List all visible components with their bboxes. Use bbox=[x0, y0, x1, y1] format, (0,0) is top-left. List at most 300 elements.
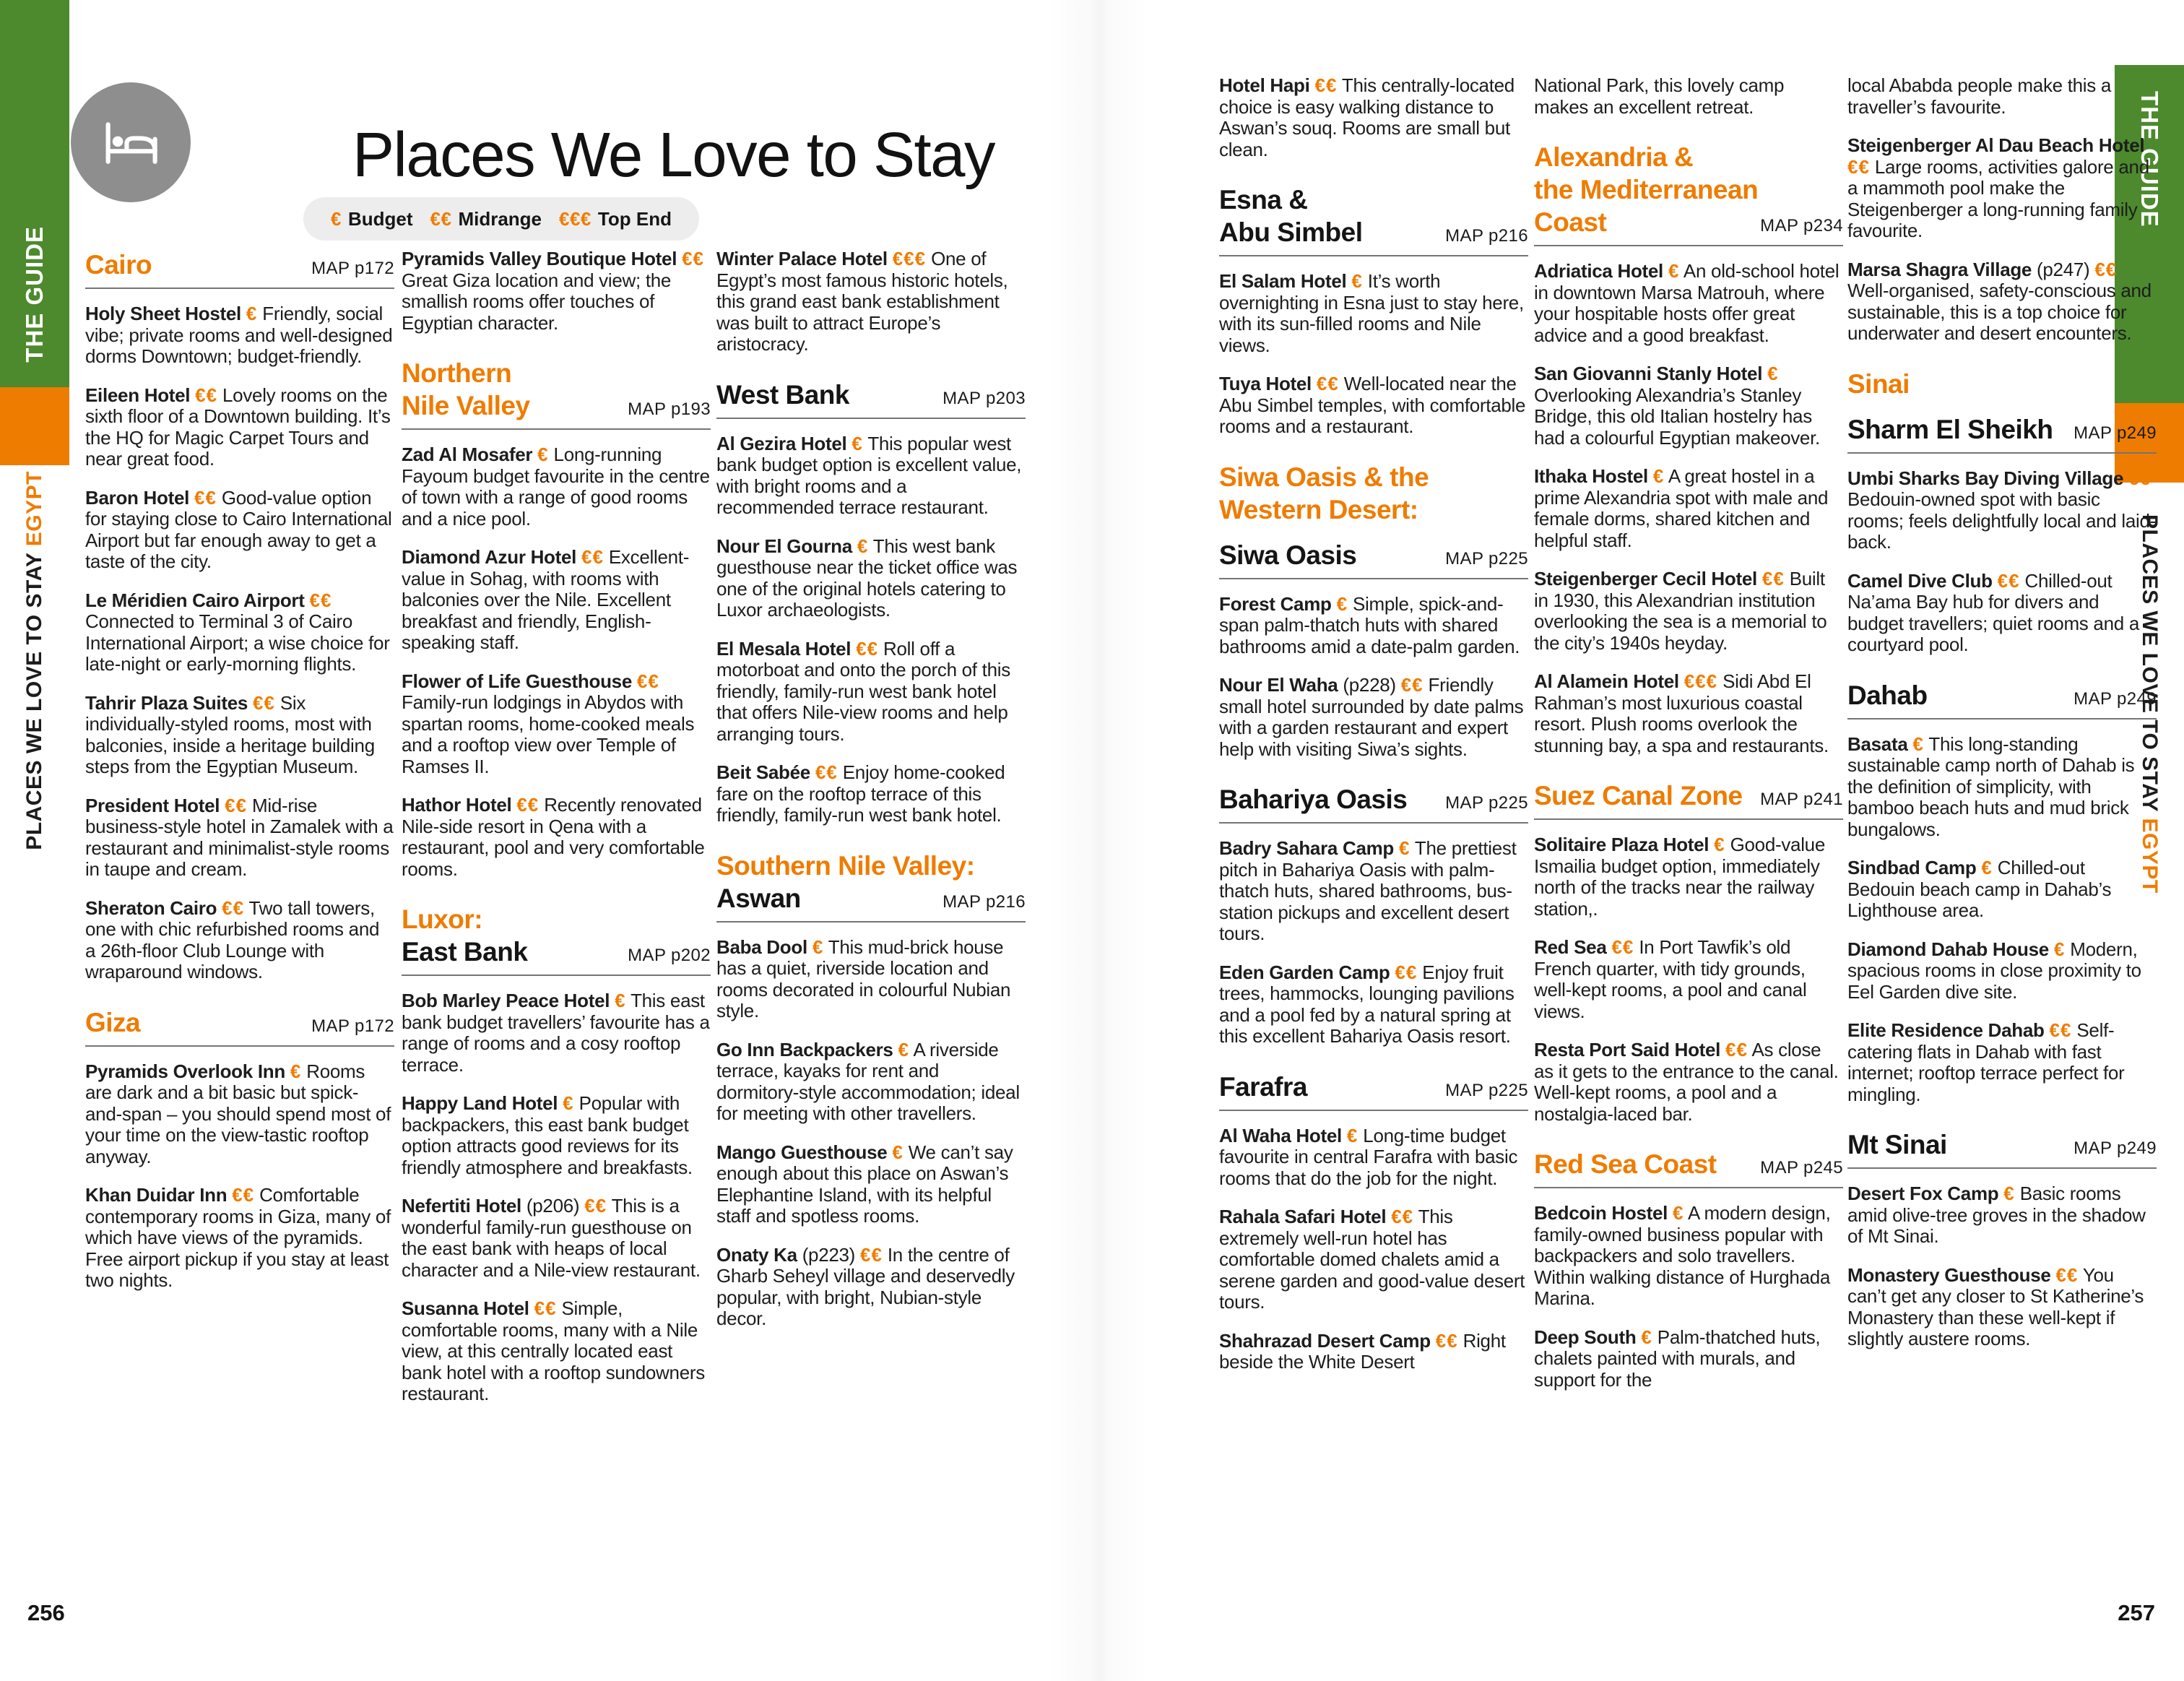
bed-icon bbox=[71, 82, 191, 202]
page-number-right: 257 bbox=[2118, 1600, 2155, 1625]
section-heading bbox=[1219, 539, 1528, 579]
section-heading bbox=[1219, 783, 1528, 824]
hotel-name: Flower of Life Guesthouse bbox=[402, 670, 632, 692]
section-heading-line bbox=[85, 249, 394, 281]
entry-text: Simple, comfortable rooms, many with a Nile view, at this centrally located east bank hotel with a rooftop sundowners restaurant. bbox=[402, 1297, 705, 1404]
page-ref: (p206) bbox=[526, 1195, 580, 1217]
hotel-entry bbox=[85, 693, 394, 778]
price-badge: € bbox=[852, 432, 863, 454]
map-ref: MAP p172 bbox=[311, 1016, 394, 1036]
section-title: Cairo bbox=[85, 250, 152, 280]
entry-text: Rooms are dark and a bit basic but spick-and-span – you should spend most of your time on the view-tastic rooftop anyway. bbox=[85, 1060, 391, 1167]
entry-text: Sidi Abd El Rahman’s most luxurious coastal resort. Plush rooms overlook the stunning bay, a spa and restaurants. bbox=[1534, 670, 1829, 756]
heading-rule bbox=[85, 288, 394, 289]
section-heading bbox=[1534, 141, 1843, 246]
midrange-price-symbol: €€ bbox=[430, 207, 452, 230]
hotel-entry bbox=[716, 536, 1026, 621]
section-title: Southern Nile Valley: bbox=[716, 850, 975, 881]
price-badge: € bbox=[1668, 260, 1680, 282]
map-ref: MAP p245 bbox=[1760, 1158, 1843, 1177]
hotel-entry bbox=[402, 1196, 711, 1281]
price-badge: €€ bbox=[1395, 961, 1418, 983]
price-badge: € bbox=[1981, 857, 1993, 878]
price-badge: €€ bbox=[194, 486, 217, 509]
entry-continuation bbox=[1847, 75, 2157, 118]
entry-text: One of Egypt’s most famous historic hotels, this grand east bank establishment was built to attract Europe’s aristocracy. bbox=[716, 248, 1008, 355]
hotel-entry bbox=[1847, 939, 2157, 1003]
hotel-entry bbox=[1534, 1203, 1843, 1310]
section-title: Giza bbox=[85, 1007, 141, 1037]
hotel-name: Elite Residence Dahab bbox=[1847, 1019, 2045, 1041]
hotel-entry bbox=[716, 762, 1026, 826]
hotel-name: Nour El Waha bbox=[1219, 674, 1338, 696]
entry-text: In the centre of Gharb Seheyl village and deservedly popular, with bright, Nubian-style decor. bbox=[716, 1243, 1015, 1329]
hotel-name: Bob Marley Peace Hotel bbox=[402, 990, 610, 1011]
price-badge: €€ bbox=[2094, 258, 2118, 280]
midrange-label: Midrange bbox=[458, 207, 542, 230]
hotel-entry bbox=[1534, 1327, 1843, 1391]
section-title: Bahariya Oasis bbox=[1219, 785, 1408, 814]
topend-label: Top End bbox=[597, 207, 672, 230]
map-ref: MAP p225 bbox=[1445, 1080, 1528, 1100]
hotel-entry bbox=[1219, 373, 1528, 438]
price-badge: € bbox=[812, 935, 824, 958]
hotel-entry bbox=[402, 1093, 711, 1178]
entry-text: Bedouin-owned spot with basic rooms; feels delightfully local and laid-back. bbox=[1847, 488, 2157, 553]
price-badge: € bbox=[857, 535, 869, 557]
hotel-entry bbox=[1219, 1206, 1528, 1313]
entry-text: This mud-brick house has a quiet, riverside location and rooms decorated in colourful Nubian style. bbox=[716, 935, 1011, 1021]
hotel-entry bbox=[716, 937, 1026, 1022]
hotel-name: Winter Palace Hotel bbox=[716, 248, 888, 269]
hotel-entry bbox=[1534, 937, 1843, 1022]
hotel-name: Hotel Hapi bbox=[1219, 74, 1310, 96]
hotel-name: Solitaire Plaza Hotel bbox=[1534, 834, 1710, 855]
price-badge: € bbox=[2053, 938, 2066, 960]
section-heading bbox=[1219, 1071, 1528, 1111]
price-badge: €€€ bbox=[1684, 670, 1718, 692]
entry-text: Comfortable contemporary rooms in Giza, many of which have views of the pyramids. Free airport pickup if you stay at least two nights. bbox=[85, 1184, 391, 1291]
section-title: Suez Canal Zone bbox=[1534, 781, 1743, 811]
price-badge: €€ bbox=[1725, 1039, 1748, 1060]
price-badge: €€ bbox=[1611, 936, 1634, 958]
heading-rule bbox=[1219, 1110, 1528, 1111]
section-heading bbox=[1534, 1148, 1843, 1188]
hotel-entry bbox=[1534, 1040, 1843, 1125]
entry-text: An old-school hotel in downtown Marsa Matrouh, where your hospitable hosts offer great advice and a good breakfast. bbox=[1534, 260, 1840, 346]
hotel-name: Rahala Safari Hotel bbox=[1219, 1206, 1387, 1227]
map-ref: MAP p216 bbox=[1445, 226, 1528, 246]
price-badge: € bbox=[898, 1038, 910, 1060]
map-ref: MAP p234 bbox=[1760, 216, 1843, 235]
entry-text: A modern design, family-owned business popular with backpackers and solo travellers. Within walking distance of Hurghada Marina. bbox=[1534, 1202, 1831, 1309]
entry-text: Good-value option for staying close to Cairo International Airport but far enough away to get a taste of the city. bbox=[85, 486, 392, 572]
price-badge: € bbox=[1346, 1124, 1358, 1146]
text-column-1 bbox=[85, 249, 394, 1309]
section-heading-line bbox=[402, 935, 711, 968]
section-heading-line bbox=[716, 379, 1026, 411]
hotel-entry bbox=[1219, 838, 1528, 945]
hotel-name: Deep South bbox=[1534, 1326, 1637, 1348]
heading-rule bbox=[1219, 578, 1528, 579]
price-badge: €€ bbox=[636, 670, 659, 692]
hotel-entry bbox=[1847, 468, 2157, 553]
section-heading bbox=[85, 1006, 394, 1047]
entry-text: It’s worth overnighting in Esna just to stay here, with its sun-filled rooms and Nile views. bbox=[1219, 270, 1524, 356]
section-title: Sharm El Sheikh bbox=[1847, 414, 2053, 444]
section-heading bbox=[85, 249, 394, 289]
chapter-label-text: PLACES WE LOVE TO STAY bbox=[2138, 514, 2162, 818]
left-sidebar-orange-tab bbox=[0, 387, 69, 465]
price-badge: € bbox=[1652, 465, 1665, 487]
price-badge: € bbox=[290, 1060, 302, 1082]
entry-text: A great hostel in a prime Alexandria spot with male and female dorms, shared kitchen and helpful staff. bbox=[1534, 465, 1829, 551]
hotel-entry bbox=[85, 1185, 394, 1292]
hotel-name: Mango Guesthouse bbox=[716, 1141, 888, 1163]
entry-text: Six individually-styled rooms, most with balconies, inside a heritage building steps from the Egyptian Museum. bbox=[85, 691, 375, 777]
price-badge: €€ bbox=[252, 691, 275, 714]
hotel-name: Khan Duidar Inn bbox=[85, 1184, 228, 1206]
hotel-entry bbox=[1847, 571, 2157, 656]
price-badge: €€ bbox=[1435, 1329, 1458, 1352]
entry-text: Built in 1930, this Alexandrian institution overlooking the sea is a memorial to the city’s 1940s heyday. bbox=[1534, 568, 1827, 654]
section-heading bbox=[1847, 679, 2157, 719]
hotel-entry bbox=[1847, 857, 2157, 922]
chapter-region-text: EGYPT bbox=[2138, 818, 2162, 894]
section-title: Abu Simbel bbox=[1219, 217, 1363, 247]
section-heading-line bbox=[1534, 779, 1843, 812]
hotel-name: Umbi Sharks Bay Diving Village bbox=[1847, 467, 2124, 489]
text-column-4 bbox=[1219, 75, 1528, 1391]
hotel-name: Red Sea bbox=[1534, 936, 1607, 958]
heading-rule bbox=[1534, 1187, 1843, 1188]
price-badge: € bbox=[1673, 1202, 1684, 1224]
hotel-entry bbox=[402, 249, 711, 334]
hotel-entry bbox=[1219, 271, 1528, 356]
map-ref: MAP p193 bbox=[628, 399, 711, 419]
entry-text: This extremely well-run hotel has comfortable domed chalets amid a serene garden and good-value desert tours. bbox=[1219, 1206, 1525, 1313]
hotel-entry bbox=[1534, 466, 1843, 551]
heading-rule bbox=[1847, 1167, 2157, 1169]
price-badge: € bbox=[563, 1092, 574, 1114]
hotel-entry bbox=[85, 590, 394, 675]
hotel-entry bbox=[716, 639, 1026, 746]
hotel-name: Sindbad Camp bbox=[1847, 857, 1977, 878]
section-title: West Bank bbox=[716, 379, 849, 410]
page-title: Places We Love to Stay bbox=[352, 120, 995, 190]
hotel-entry bbox=[402, 671, 711, 778]
price-badge: €€ bbox=[1762, 568, 1785, 589]
entry-continuation bbox=[1534, 75, 1843, 118]
section-heading bbox=[402, 903, 711, 976]
section-heading-line bbox=[1534, 1148, 1843, 1180]
entry-text: Basic rooms amid olive-tree groves in the shadow of Mt Sinai. bbox=[1847, 1183, 2146, 1247]
page-ref: (p223) bbox=[802, 1243, 856, 1266]
hotel-entry bbox=[1219, 1125, 1528, 1190]
entry-text: Simple, spick-and-span palm-thatch huts with shared bathrooms amid a date-palm garden. bbox=[1219, 592, 1520, 657]
section-title: Western Desert: bbox=[1219, 494, 1418, 524]
entry-text: In Port Tawfik’s old French quarter, with tidy grounds, well-kept rooms, a pool and canal views. bbox=[1534, 936, 1807, 1022]
entry-text: The prettiest pitch in Bahariya Oasis with palm-thatch huts, shared bathrooms, bus-station pickups and excellent desert tours. bbox=[1219, 837, 1517, 944]
hotel-entry bbox=[1534, 671, 1843, 756]
hotel-entry bbox=[85, 795, 394, 881]
section-heading-line bbox=[1847, 679, 2157, 712]
price-badge: €€ bbox=[1316, 373, 1339, 394]
price-badge: € bbox=[1767, 363, 1779, 384]
heading-rule bbox=[1219, 822, 1528, 824]
entry-text: As close as it gets to the entrance to the canal. Well-kept rooms, a pool and a nostalgia-laced bar. bbox=[1534, 1039, 1839, 1125]
hotel-entry bbox=[1847, 1020, 2157, 1105]
section-title: Farafra bbox=[1219, 1071, 1307, 1102]
section-heading bbox=[1847, 368, 2157, 400]
text-column-2 bbox=[402, 249, 711, 1422]
heading-rule bbox=[402, 975, 711, 976]
hotel-name: Susanna Hotel bbox=[402, 1297, 529, 1319]
price-badge: €€ bbox=[682, 248, 704, 269]
section-heading-line bbox=[1534, 206, 1843, 238]
price-badge: € bbox=[892, 1141, 904, 1163]
price-badge: € bbox=[1336, 592, 1348, 615]
entry-text: Long-time budget favourite in central Farafra with basic rooms that do the job for the night. bbox=[1219, 1124, 1518, 1189]
entry-text: This centrally-located choice is easy walking distance to Aswan’s souq. Rooms are small but clean. bbox=[1219, 74, 1514, 160]
hotel-name: Pyramids Valley Boutique Hotel bbox=[402, 248, 677, 269]
price-badge: € bbox=[1714, 834, 1725, 855]
heading-rule bbox=[402, 428, 711, 430]
hotel-name: Nefertiti Hotel bbox=[402, 1195, 521, 1217]
entry-text: A riverside terrace, kayaks for rent and dormitory-style accommodation; ideal for meeting with other travellers. bbox=[716, 1038, 1020, 1124]
section-heading-line bbox=[1847, 413, 2157, 446]
section-title: Nile Valley bbox=[402, 391, 530, 420]
page-number-left: 256 bbox=[27, 1600, 65, 1625]
section-title: Siwa Oasis & the bbox=[1219, 462, 1429, 492]
entry-text: National Park, this lovely camp makes an excellent retreat. bbox=[1534, 74, 1785, 118]
map-ref: MAP p216 bbox=[942, 891, 1026, 912]
entry-text: Connected to Terminal 3 of Cairo International Airport; a wise choice for late-night or early-morning flights. bbox=[85, 610, 390, 675]
price-badge: € bbox=[1351, 270, 1363, 292]
hotel-name: Go Inn Backpackers bbox=[716, 1038, 893, 1060]
entry-text: Friendly, social vibe; private rooms and well-designed dorms Downtown; budget-friendly. bbox=[85, 303, 393, 367]
section-title: Mt Sinai bbox=[1847, 1130, 1947, 1159]
section-title: Luxor: bbox=[402, 904, 483, 934]
entry-text: Overlooking Alexandria’s Stanley Bridge, this old Italian hostelry has had a colourful Egyptian makeover. bbox=[1534, 384, 1820, 449]
price-badge: € bbox=[1912, 733, 1924, 755]
entry-text: We can’t say enough about this place on Aswan’s Elephantine Island, with its helpful staff and spotless rooms. bbox=[716, 1141, 1013, 1227]
entry-text: Right beside the White Desert bbox=[1219, 1329, 1506, 1373]
section-title: Red Sea Coast bbox=[1534, 1149, 1717, 1179]
hotel-entry bbox=[1219, 594, 1528, 658]
price-badge: €€ bbox=[1847, 155, 1870, 178]
hotel-name: Diamond Dahab House bbox=[1847, 938, 2049, 960]
hotel-name: Holy Sheet Hostel bbox=[85, 303, 241, 324]
hotel-name: Shahrazad Desert Camp bbox=[1219, 1329, 1431, 1352]
price-badge: €€ bbox=[2055, 1263, 2079, 1286]
entry-text: Good-value Ismailia budget option, immediately north of the tracks near the railway station,. bbox=[1534, 834, 1825, 920]
price-badge: € bbox=[537, 444, 549, 465]
price-badge: €€ bbox=[195, 384, 218, 406]
hotel-name: Baron Hotel bbox=[85, 486, 190, 509]
price-badge: €€ bbox=[815, 761, 838, 783]
entry-text: Lovely rooms on the sixth floor of a Downtown building. It’s the HQ for Magic Carpet Tours and near great food. bbox=[85, 384, 391, 470]
map-ref: MAP p249 bbox=[2074, 688, 2157, 709]
price-badge: €€ bbox=[534, 1297, 557, 1319]
hotel-name: Tahrir Plaza Suites bbox=[85, 691, 248, 714]
section-heading bbox=[1534, 779, 1843, 820]
hotel-name: Zad Al Mosafer bbox=[402, 444, 533, 465]
hotel-name: Monastery Guesthouse bbox=[1847, 1263, 2051, 1286]
section-title: Siwa Oasis bbox=[1219, 540, 1357, 570]
left-sidebar-green-tab bbox=[0, 0, 69, 387]
hotel-entry bbox=[85, 898, 394, 983]
price-badge: €€€ bbox=[892, 248, 927, 269]
section-heading bbox=[402, 357, 711, 430]
hotel-entry bbox=[402, 795, 711, 880]
entry-text: Enjoy home-cooked fare on the rooftop terrace of this friendly, family-run west bank hotel. bbox=[716, 761, 1005, 826]
hotel-entry bbox=[1534, 834, 1843, 920]
section-title: Esna & bbox=[1219, 185, 1308, 215]
section-heading bbox=[716, 850, 1026, 922]
hotel-name: Onaty Ka bbox=[716, 1243, 797, 1266]
hotel-name: Forest Camp bbox=[1219, 592, 1332, 615]
section-title: Dahab bbox=[1847, 680, 1928, 710]
hotel-entry bbox=[716, 433, 1026, 519]
entry-text: This popular west bank budget option is excellent value, with bright rooms and a recommended terrace restaurant. bbox=[716, 432, 1022, 518]
entry-text: Self-catering flats in Dahab with fast internet; rooftop terrace perfect for mingling. bbox=[1847, 1019, 2125, 1105]
hotel-name: Nour El Gourna bbox=[716, 535, 852, 557]
hotel-name: Le Méridien Cairo Airport bbox=[85, 589, 305, 611]
price-badge: € bbox=[1398, 837, 1410, 859]
entry-text: Friendly small hotel surrounded by date palms with a garden restaurant and expert help with visiting Siwa’s sights. bbox=[1219, 674, 1524, 760]
budget-price-symbol: € bbox=[331, 207, 342, 230]
hotel-name: Resta Port Said Hotel bbox=[1534, 1039, 1721, 1060]
entry-text: Recently renovated Nile-side resort in Qena with a restaurant, pool and very comfortable rooms. bbox=[402, 794, 705, 880]
hotel-entry bbox=[716, 1040, 1026, 1125]
hotel-entry bbox=[1847, 259, 2157, 345]
entry-text: Excellent-value in Sohag, with rooms with balconies over the Nile. Excellent breakfast and friendly, English-speaking staff. bbox=[402, 546, 690, 653]
price-badge: € bbox=[246, 303, 258, 324]
heading-rule bbox=[716, 418, 1026, 419]
section-heading-line bbox=[1219, 783, 1528, 816]
entry-text: This east bank budget travellers’ favourite has a range of rooms and a cosy rooftop terrace. bbox=[402, 990, 710, 1076]
section-heading-line bbox=[1219, 216, 1528, 249]
section-title: East Bank bbox=[402, 937, 528, 967]
hotel-entry bbox=[716, 249, 1026, 355]
entry-text: Chilled-out Na’ama Bay hub for divers and budget travellers; quiet rooms and a courtyard pool. bbox=[1847, 569, 2139, 655]
hotel-entry bbox=[85, 385, 394, 470]
heading-rule bbox=[1847, 718, 2157, 719]
map-ref: MAP p225 bbox=[1445, 548, 1528, 569]
hotel-name: Steigenberger Cecil Hotel bbox=[1534, 568, 1757, 589]
price-badge: €€ bbox=[584, 1195, 607, 1217]
hotel-entry bbox=[402, 990, 711, 1076]
price-legend bbox=[303, 197, 699, 241]
entry-text: Great Giza location and view; the smallish rooms offer touches of Egyptian character. bbox=[402, 269, 672, 334]
entry-text: Chilled-out Bedouin beach camp in Dahab’s Lighthouse area. bbox=[1847, 857, 2112, 921]
hotel-name: Eden Garden Camp bbox=[1219, 961, 1390, 983]
hotel-name: Eileen Hotel bbox=[85, 384, 191, 406]
page-gutter bbox=[1047, 0, 1148, 1681]
section-heading bbox=[1219, 183, 1528, 256]
entry-text: Mid-rise business-style hotel in Zamalek with a restaurant and minimalist-style rooms in taupe and cream. bbox=[85, 794, 394, 880]
price-badge: €€ bbox=[222, 896, 245, 919]
hotel-entry bbox=[1534, 569, 1843, 654]
hotel-entry bbox=[85, 488, 394, 573]
section-heading bbox=[1847, 413, 2157, 454]
hotel-entry bbox=[85, 303, 394, 368]
hotel-name: Hathor Hotel bbox=[402, 794, 512, 816]
map-ref: MAP p249 bbox=[2074, 423, 2157, 443]
section-title: Northern bbox=[402, 358, 512, 388]
hotel-entry bbox=[1219, 75, 1528, 160]
section-title: Alexandria & bbox=[1534, 142, 1694, 172]
price-badge: €€ bbox=[856, 637, 879, 660]
price-badge: €€ bbox=[1400, 674, 1424, 696]
entry-text: local Ababda people make this a traveller’s favourite. bbox=[1847, 74, 2112, 118]
price-badge: €€ bbox=[581, 546, 604, 568]
section-heading-line bbox=[1219, 1071, 1528, 1103]
hotel-name: Beit Sabée bbox=[716, 761, 810, 783]
text-column-6 bbox=[1847, 75, 2157, 1367]
section-heading-line bbox=[1219, 539, 1528, 571]
hotel-entry bbox=[1534, 261, 1843, 346]
map-ref: MAP p241 bbox=[1760, 790, 1843, 809]
price-badge: €€ bbox=[225, 794, 248, 816]
price-badge: €€ bbox=[2128, 467, 2151, 489]
hotel-entry bbox=[402, 1298, 711, 1405]
section-title: Aswan bbox=[716, 883, 801, 913]
price-badge: €€ bbox=[232, 1184, 255, 1206]
price-badge: €€ bbox=[859, 1243, 883, 1266]
hotel-name: San Giovanni Stanly Hotel bbox=[1534, 363, 1763, 384]
hotel-entry bbox=[402, 547, 711, 654]
price-badge: €€ bbox=[309, 589, 332, 611]
hotel-name: Steigenberger Al Dau Beach Hotel bbox=[1847, 134, 2145, 156]
price-badge: €€ bbox=[1997, 569, 2020, 592]
heading-rule bbox=[1219, 255, 1528, 256]
entry-text: Roll off a motorboat and onto the porch of this friendly, family-run west bank hotel that offers Nile-view rooms and help arranging tours. bbox=[716, 637, 1010, 745]
hotel-name: Happy Land Hotel bbox=[402, 1092, 558, 1114]
map-ref: MAP p225 bbox=[1445, 793, 1528, 813]
map-ref: MAP p172 bbox=[311, 259, 394, 278]
price-badge: €€ bbox=[1314, 74, 1338, 96]
hotel-name: Al Waha Hotel bbox=[1219, 1124, 1342, 1146]
text-column-5 bbox=[1534, 75, 1843, 1408]
chapter-label-text: PLACES WE LOVE TO STAY bbox=[22, 546, 46, 850]
section-heading bbox=[716, 379, 1026, 419]
section-heading-line bbox=[85, 1006, 394, 1039]
hotel-name: President Hotel bbox=[85, 794, 220, 816]
hotel-entry bbox=[716, 1245, 1026, 1330]
entry-text: This long-standing sustainable camp north of Dahab is the definition of simplicity, with bamboo beach huts and mud brick bungalows. bbox=[1847, 733, 2135, 840]
hotel-name: Marsa Shagra Village bbox=[1847, 258, 2032, 280]
entry-text: Well-located near the Abu Simbel temples, with comfortable rooms and a restaurant. bbox=[1219, 373, 1526, 437]
heading-rule bbox=[716, 921, 1026, 922]
entry-text: You can’t get any closer to St Katherine’s Monastery than these well-kept if slightly austere rooms. bbox=[1847, 1263, 2144, 1349]
entry-text: Large rooms, activities galore and a mammoth pool make the Steigenberger a long-running family favourite. bbox=[1847, 155, 2149, 241]
hotel-entry bbox=[1219, 675, 1528, 760]
price-badge: €€ bbox=[1391, 1206, 1414, 1227]
entry-text: Well-organised, safety-conscious and sustainable, this is a top choice for underwater and desert encounters. bbox=[1847, 280, 2152, 344]
section-heading-line bbox=[1847, 1128, 2157, 1161]
hotel-name: Basata bbox=[1847, 733, 1908, 755]
heading-rule bbox=[1534, 245, 1843, 246]
hotel-name: El Salam Hotel bbox=[1219, 270, 1347, 292]
section-heading-line bbox=[716, 882, 1026, 915]
hotel-name: El Mesala Hotel bbox=[716, 637, 852, 660]
topend-price-symbol: €€€ bbox=[559, 207, 592, 230]
price-badge: € bbox=[2003, 1183, 2015, 1204]
section-heading bbox=[1847, 1128, 2157, 1169]
entry-text: This west bank guesthouse near the ticket office was one of the original hotels catering to Luxor archaeologists. bbox=[716, 535, 1018, 621]
